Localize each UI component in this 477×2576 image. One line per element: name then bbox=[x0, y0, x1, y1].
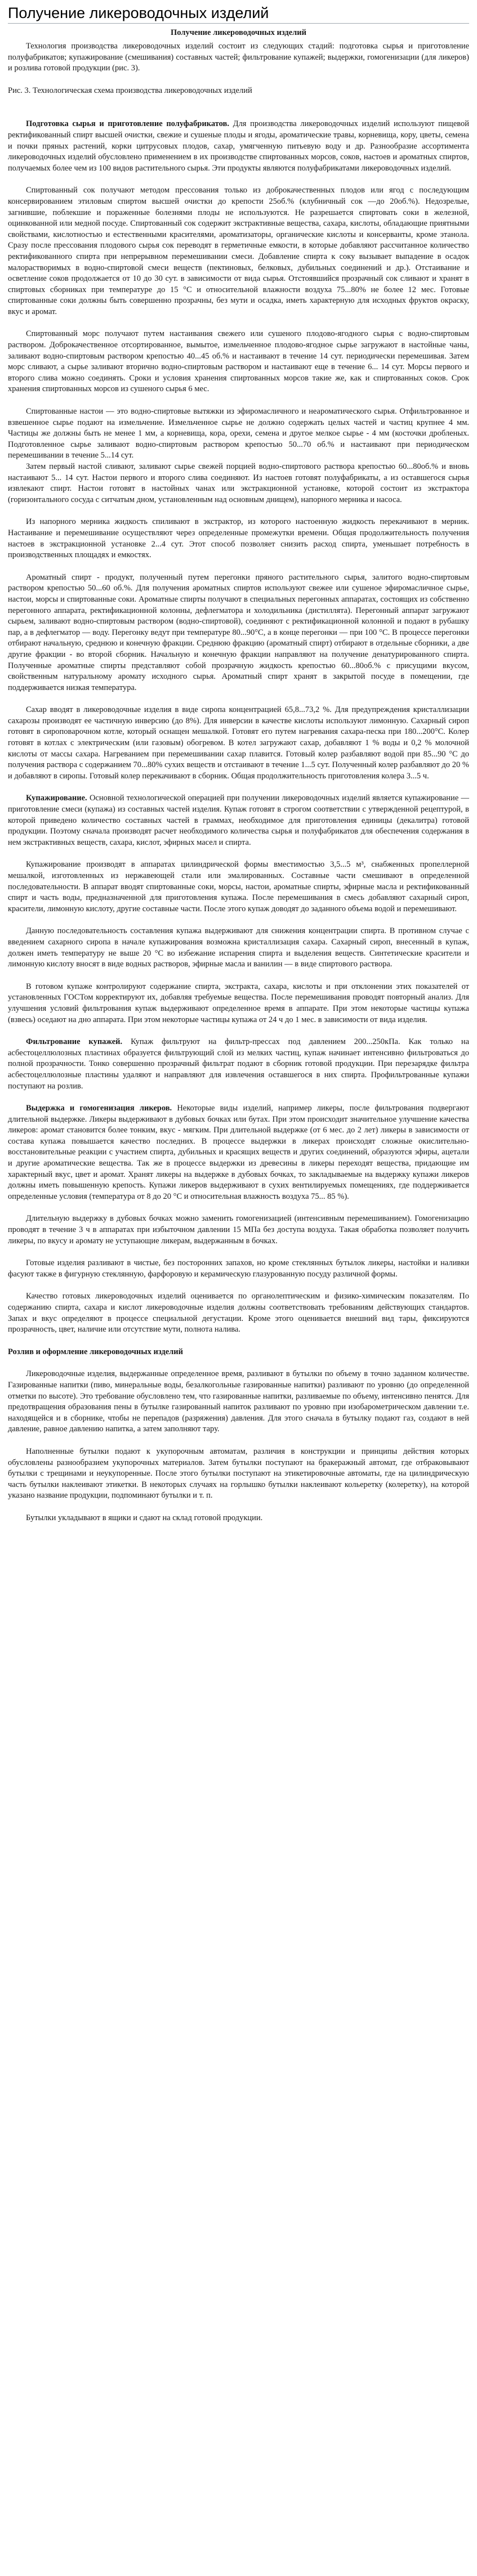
intro-paragraph: Технология производства ликероводочных изделий состоит из следующих стадий: подготовка сырья и приготовление полуфабрикатов; купажирование (смешивания) составных частей; фильтрование купажей; выдержки, гомогенизации (для ликеров) и розлива готовой продукции (рис. 3). bbox=[8, 42, 469, 73]
paragraph-blending bbox=[8, 793, 469, 848]
paragraph-quality: Качество готовых ликероводочных изделий оценивается по органолептическим и физико-химическим показателям. По содержанию спирта, сахара и кислот ликероводочные изделия должны соответствовать требованиям действующих стандартов. Запах и вкус определяют в процессе специальной дегустации. Кроме этого оценивается внешний вид тары, фиксируются прозрачность, цвет, наличие или отсутствие мути, полнота налива. bbox=[8, 1292, 469, 1334]
paragraph-mors: Спиртованный морс получают путем настаивания свежего или сушеного плодово-ягодного сырья с водно-спиртовым раствором. Доброкачественное отсортированное, вымытое, измельченное плодово-ягодное сырье загружают в настойные чаны, заливают водно-спиртовым раствором крепостью 40...45 об.% и настаивают в течение 14 сут. периодически перемешивая. Затем морс сливают, а сырье заливают вторично водно-спиртовым раствором и настаивают еще в течение 6... 14 сут. Морсы первого и второго слива можно соединять. Сроки и условия хранения спиртованных морсов такие же, как и спиртованных соков. Срок хранения спиртованных морсов из сушеного сырья 6 мес. bbox=[8, 329, 469, 394]
article-title: Получение ликероводочных изделий bbox=[170, 28, 306, 37]
paragraph-lead: Фильтрование купажей. bbox=[26, 1037, 123, 1047]
page-title: Получение ликероводочных изделий bbox=[8, 5, 469, 24]
paragraph-homogenization: Длительную выдержку в дубовых бочках можно заменить гомогенизацией (интенсивным перемешиванием). Гомогенизацию проводят в течение 3 ч в аппаратах при избыточном давлении 15 МПа без доступа воздуха. Такая обработка позволяет получить ликеры, по вкусу и аромату не уступающие ликерам, выдержанным в бочках. bbox=[8, 1214, 469, 1246]
figure-caption: Рис. 3. Технологическая схема производства ликероводочных изделий bbox=[8, 86, 252, 95]
paragraph-juice: Спиртованный сок получают методом прессования только из доброкачественных плодов или ягод с последующим консервированием этиловым спиртом высшей очистки до крепости 25об.% (клубничный сок —до 20об.%). Недозрелые, загнившие, поблекшие и пораженные болезнями плоды не используются. Не разрешается спиртовать соки в железной, оцинкованной или медной посуде. Спиртованный сок содержит экстрактивные вещества, сахара, кислоты, обладающие приятными свойствами, кислотностью и естественными красителями, ароматизаторы, органические кислоты и консерванты, кроме этанола. Сразу после прессования плодового сырья сок переводят в герметичные емкости, в которые добавляют рассчитанное количество ректификованного спирта при непрерывном перемешивании смеси. Добавление спирта к соку вызывает выпадение в осадок малорастворимых в водно-спиртовой смеси веществ (пектиновых, белковых, дубильных соединений и др.). Отстаивание и осветление соков продолжается от 10 до 30 сут. в зависимости от вида сырья. Отстоявшийся прозрачный сок сливают и хранят в спиртовых сборниках при температуре до 15 °C и относительной влажности воздуха 75...80% не более 12 мес. Готовые спиртованные соки должны быть совершенно прозрачны, без мути и осадка, иметь характерную для исходных фруктов окраску, вкус и аромат. bbox=[8, 186, 469, 316]
paragraph-sugar-syrup: Сахар вводят в ликероводочные изделия в виде сиропа концентрацией 65,8...73,2 %. Для предупреждения кристаллизации сахарозы производят ее частичную инверсию (до 8%). Для инверсии в качестве кислоты используют лимонную. Сахарный сироп готовят в сироповарочном котле, который оснащен мешалкой. Готовят его путем нагревания сахара-песка при 180...200°C. Колер готовят в котлах с электрическим (или газовым) обогревом. В котел загружают сахар, добавляют 1 % воды и 0,2 % молочной кислоты от массы сахара. Нагреванием при перемешивании сахар плавится. Готовый колер разбавляют водой при 85...90 °C до получения раствора с содержанием 70...80% сухих веществ и отстаивают в течение 1...5 сут. Полученный колер разбавляют до 20 % и добавляют в сиропы. Готовый колер перекачивают в сборник. Общая продолжительность приготовления колера 3...5 ч. bbox=[8, 705, 469, 781]
paragraph-body: Купаж фильтруют на фильтр-прессах под давлением 200...250кПа. Как только на асбестоцеллюлозных пластинах образуется фильтрующий слой из мелких частиц, купаж начинает интенсивно фильтроваться до полной прозрачности. Тонко совершенно прозрачный фильтрат подают в сборник готовой продукции. При перезарядке фильтра асбестоцеллюлозные пластины удаляют и направляют для извлечения оставшегося в них спирта. Профильтрованные купажи поступают на розлив. bbox=[8, 1037, 470, 1091]
paragraph-lead: Купажирование. bbox=[26, 794, 87, 803]
paragraph-extractor: Из напорного мерника жидкость спиливают в экстрактор, из которого настоенную жидкость перекачивают в мерник. Настаивание и перемешивание осуществляют через определенные промежутки времени. Общая продолжительность получения настоев в экстракционной установке 2...4 сут. Этот способ позволяет снизить расход спирта, уменьшает потребность в производственных площадях и емкостях. bbox=[8, 517, 469, 560]
paragraph-aging bbox=[8, 1103, 469, 1202]
paragraph-infusions: Спиртованные настои — это водно-спиртовые вытяжки из эфиромасличного и неароматического сырья. Отфильтрованное и взвешенное сырье подают на измельчение. Измельченное сырье не должно содержать целых частей и частиц крупнее 4 мм. Частицы же должны быть не менее 1 мм, а корневища, кора, орехи, семена и другое мелкое сырье - 4 мм (косточки дробленых. Подготовленное сырье заливают водно-спиртовым раствором крепостью 50...70 об.% и настаивают при периодическом перемешивании в течение 5...14 сут. bbox=[8, 407, 469, 460]
paragraph-warehouse: Бутылки укладывают в ящики и сдают на склад готовой продукции. bbox=[26, 1513, 263, 1522]
paragraph-blending-order: Данную последовательность составления купажа выдерживают для снижения концентрации спирта. В противном случае с введением сахарного сиропа в начале купажирования возможна кристаллизация сахара. Сахарный сироп, внесенный в купаж, должен иметь температуру не выше 20 °C во избежание испарения спирта и выделения веществ. Синтетические красители и лимонную кислоту вносят в виде водных растворов, эфирные масла и ванилин — в виде спиртового раствора. bbox=[8, 926, 469, 969]
paragraph-bottling: Готовые изделия разливают в чистые, без посторонних запахов, но кроме стеклянных бутылок ликеры, настойки и наливки фасуют также в фигурную стеклянную, фарфоровую и керамическую глазурованную посуду различной формы. bbox=[8, 1258, 469, 1279]
paragraph-filling: Ликероводочные изделия, выдержанные определенное время, разливают в бутылки по объему в точно заданном количестве. Газированные напитки (пиво, минеральные воды, безалкогольные газированные напитки) разливают по уровню (до определенной отметки по высоте). Это требование обусловлено тем, что газированные напитки, разливаемые по объему, интенсивно пенятся. Для предотвращения образования пены в бутылке газированный напиток разливают по уровню при изобарометрическом давлении т.е. находящейся и в сборнике, чтобы не перепадов (разряжения) давления. Для этого сначала в бутылку подают газ, создают в ней давление, равное давлению напитка, а затем заполняют тару. bbox=[8, 1369, 469, 1434]
paragraph-blend-control: В готовом купаже контролируют содержание спирта, экстракта, сахара, кислоты и при отклонении этих показателей от установленных ГОСТом корректируют их, добавляя требуемые вещества. После перемешивания проводят повторный анализ. Для улучшения условий фильтрования купаж выдерживают определенное время в аппарате. При этом некоторые частицы купажа (взвесь) оседают на дно аппарата. При этом некоторые частицы купажа от 24 ч до 1 мес. в зависимости от вида изделия. bbox=[8, 982, 469, 1024]
paragraph-blending-apparatus: Купажирование производят в аппаратах цилиндрической формы вместимостью 3,5...5 м³, снабженных пропеллерной мешалкой, изготовленных из нержавеющей стали или эмалированных. Составные части смешивают в определенной последовательности. В аппарат вводят спиртованные соки, морсы, настои, ароматные спирты, эфирные масла и ректификованный спирт и часть воды, предназначенной для приготовления купажа. После перемешивания в смесь добавляют сахарный сироп, красители, лимонную кислоту, другие составные части. После этого купаж доводят до заданного объема водой и перемешивают. bbox=[8, 860, 469, 913]
paragraph-capping: Наполненные бутылки подают к укупорочным автоматам, различия в конструкции и принципы действия которых обусловлены разнообразием укупорочных материалов. Затем бутылки поступают на бракеражный автомат, где отбраковывают бутылки с трещинами и неукупоренные. После этого бутылки поступают на этикетировочные автоматы, где на цилиндрическую часть бутылки наклеивают этикетки. В некоторых случаях на горлышко бутылки наклеивают кольеретку (колеретку), на которой указано название продукции, подпоминают бутылки и т. п. bbox=[8, 1446, 469, 1500]
paragraph-body: Некоторые виды изделий, например ликеры, после фильтрования подвергают длительной выдержке. Ликеры выдерживают в дубовых бочках или бутах. При этом происходит значительное улучшение качества ликеров: аромат становится более тонким, вкус - мягким. При длительной выдержке (от 6 мес. до 2 лет) ликеры в зависимости от состава купажа повышается качество последних. В процессе выдержки в ликерах происходят сложные окислительно-восстановительные реакции с участием спирта, дубильных и красящих веществ и других соединений, образуются эфиры, ацетали и другие ароматические вещества. Так же в процессе выдержки из древесины в ликеры переходят вещества, придающие им характерный вкус, цвет и аромат. Хранят ликеры на выдержке в дубовых бочках, то закладываемые на выдержку купажи ликеров должны иметь повышенную крепость. Купажи ликеров выдерживают в сухих вентилируемых помещениях, где поддерживается определенные условия (температура от 8 до 20 °C и относительная влажность воздуха 75... 85 %). bbox=[8, 1104, 469, 1201]
paragraph-infusions-continued: Затем первый настой сливают, заливают сырье свежей порцией водно-спиртового раствора крепостью 60...80об.% и вновь настаивают 5... 14 сут. Настои первого и второго слива соединяют. Из настоев готовят полуфабрикаты, а из оставшегося сырья извлекают спирт. Настои готовят в настойных чанах или экстракционной установке, которой состоит из экстрактора (горизонтального сосуда с ситчатым дном, установленным над основным днищем), напорного мерника и насоса. bbox=[8, 462, 469, 504]
paragraph-lead: Выдержка и гомогенизация ликеров. bbox=[26, 1104, 172, 1113]
paragraph-body: Основной технологической операцией при получении ликероводочных изделий является купажирование — приготовление смеси (купажа) из составных частей изделия. Купаж готовят в строгом соответствии с утвержденной рецептурой, в которой приведено количество составных частей в граммах, необходимое для приготовления единицы (декалитра) готовой продукции. Поэтому сначала производят расчет необходимого количества сырья и полуфабрикатов для обеспечения содержания в нем экстрактивных веществ, сахара, кислот, эфирных масел и спирта. bbox=[8, 794, 469, 847]
paragraph-filtering bbox=[8, 1037, 469, 1092]
paragraph-aromatic-spirit: Ароматный спирт - продукт, полученный путем перегонки пряного растительного сырья, залитого водно-спиртовым раствором крепостью 50...60 об.%. Для получения ароматных спиртов используют свежее или сушеное эфиромасличное сырье, настои, морсы и спиртованные соки. Ароматные спирты получают в специальных перегонных аппаратах, состоящих из собственно перегонного аппарата, ректификационной колонны, дефлегматора и холодильника (дистиллята). Перегонный аппарат загружают сырьем, заливают водно-спиртовым раствором (водно-спиртовой), соединяют с ректификационной колонной и подают в рубашку пар, а в дефлегматор — воду. Перегонку ведут при температуре 80...90°C, а в конце перегонки — при 100 °C. В процессе перегонки отбирают начальную, среднюю и конечную фракции. Среднюю фракцию (ароматный спирт) отбирают в отдельные сборники, а две другие фракции - во второй сборник. Начальную и конечную фракции направляют на получение денатурированного спирта. Полученные ароматные спирты представляют собой прозрачную жидкость крепостью 60...80об.% с присущими вкусом, свойственным натуральному аромату исходного сырья. Ароматный спирт хранят в закрытой посуде в помещении, где поддерживается низкая температура. bbox=[8, 572, 469, 692]
section-heading: Розлив и оформление ликероводочных изделий bbox=[8, 1347, 183, 1356]
paragraph-preparation bbox=[8, 119, 469, 174]
paragraph-lead: Подготовка сырья и приготовление полуфабрикатов. bbox=[26, 119, 229, 129]
paragraph-body: Для производства ликероводочных изделий используют пищевой ректификованный спирт высшей очистки, свежие и сушеные плоды и ягоды, ароматические травы, корневища, кору, цветы, семена и почки пряных растений, корки цитрусовых плодов, сахар, умягченную питьевую воду и др. Разнообразие ассортимента ликероводочных изделий обусловлено применением в их производстве спиртованных морсов, соков, настоев и ароматных спиртов, получаемых более чем из 100 видов растительного сырья. Эти продукты являются полуфабрикатами ликероводочных изделий. bbox=[8, 119, 470, 173]
